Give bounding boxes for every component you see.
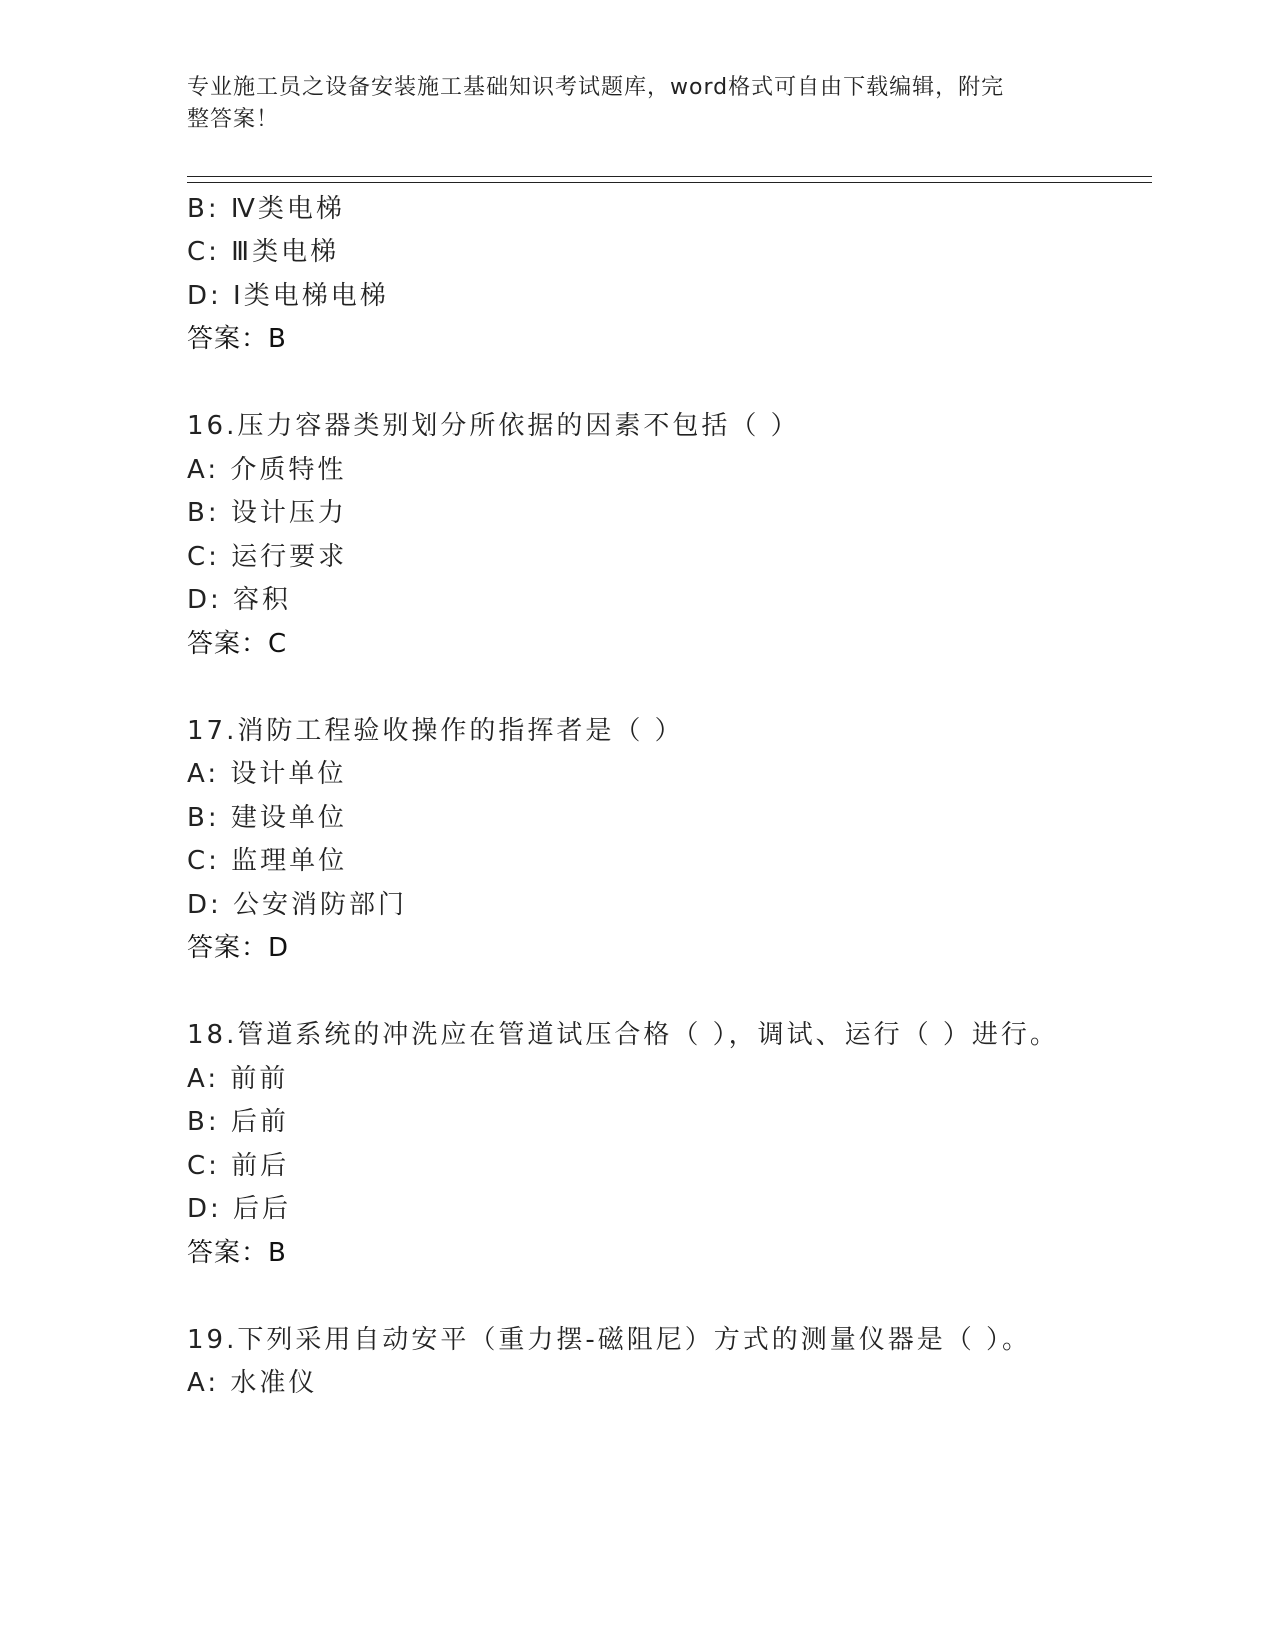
option-line: C: 前后: [187, 1151, 290, 1181]
answer-line: 答案：B: [187, 1238, 287, 1268]
option-line: B: Ⅳ类电梯: [187, 194, 345, 224]
option-line: C: Ⅲ类电梯: [187, 237, 340, 267]
answer-line: 答案：C: [187, 629, 288, 659]
option-line: D: Ⅰ类电梯电梯: [187, 281, 389, 311]
answer-line: 答案：B: [187, 324, 287, 354]
header-line-2: 整答案！: [187, 107, 280, 132]
option-line: C: 运行要求: [187, 542, 348, 572]
header-divider-bottom: [187, 182, 1152, 183]
option-line: A: 前前: [187, 1064, 289, 1094]
option-line: A: 介质特性: [187, 455, 347, 485]
question-line: 19.下列采用自动安平（重力摆-磁阻尼）方式的测量仪器是（ ）。: [187, 1325, 1031, 1355]
option-line: D: 公安消防部门: [187, 890, 408, 920]
document-header: [187, 72, 1067, 136]
option-line: B: 建设单位: [187, 803, 347, 833]
option-line: C: 监理单位: [187, 846, 348, 876]
header-divider-top: [187, 176, 1152, 177]
question-line: 17.消防工程验收操作的指挥者是（ ）: [187, 716, 684, 746]
header-line-1: 专业施工员之设备安装施工基础知识考试题库，word格式可自由下载编辑，附完: [187, 75, 1005, 100]
option-line: D: 容积: [187, 585, 292, 615]
option-line: B: 设计压力: [187, 498, 347, 528]
option-line: D: 后后: [187, 1194, 292, 1224]
question-line: 16.压力容器类别划分所依据的因素不包括（ ）: [187, 411, 800, 441]
option-line: A: 设计单位: [187, 759, 347, 789]
answer-line: 答案：D: [187, 933, 290, 963]
question-line: 18.管道系统的冲洗应在管道试压合格（ ），调试、运行（ ）进行。: [187, 1020, 1059, 1050]
option-line: B: 后前: [187, 1107, 289, 1137]
option-line: A: 水准仪: [187, 1368, 318, 1398]
